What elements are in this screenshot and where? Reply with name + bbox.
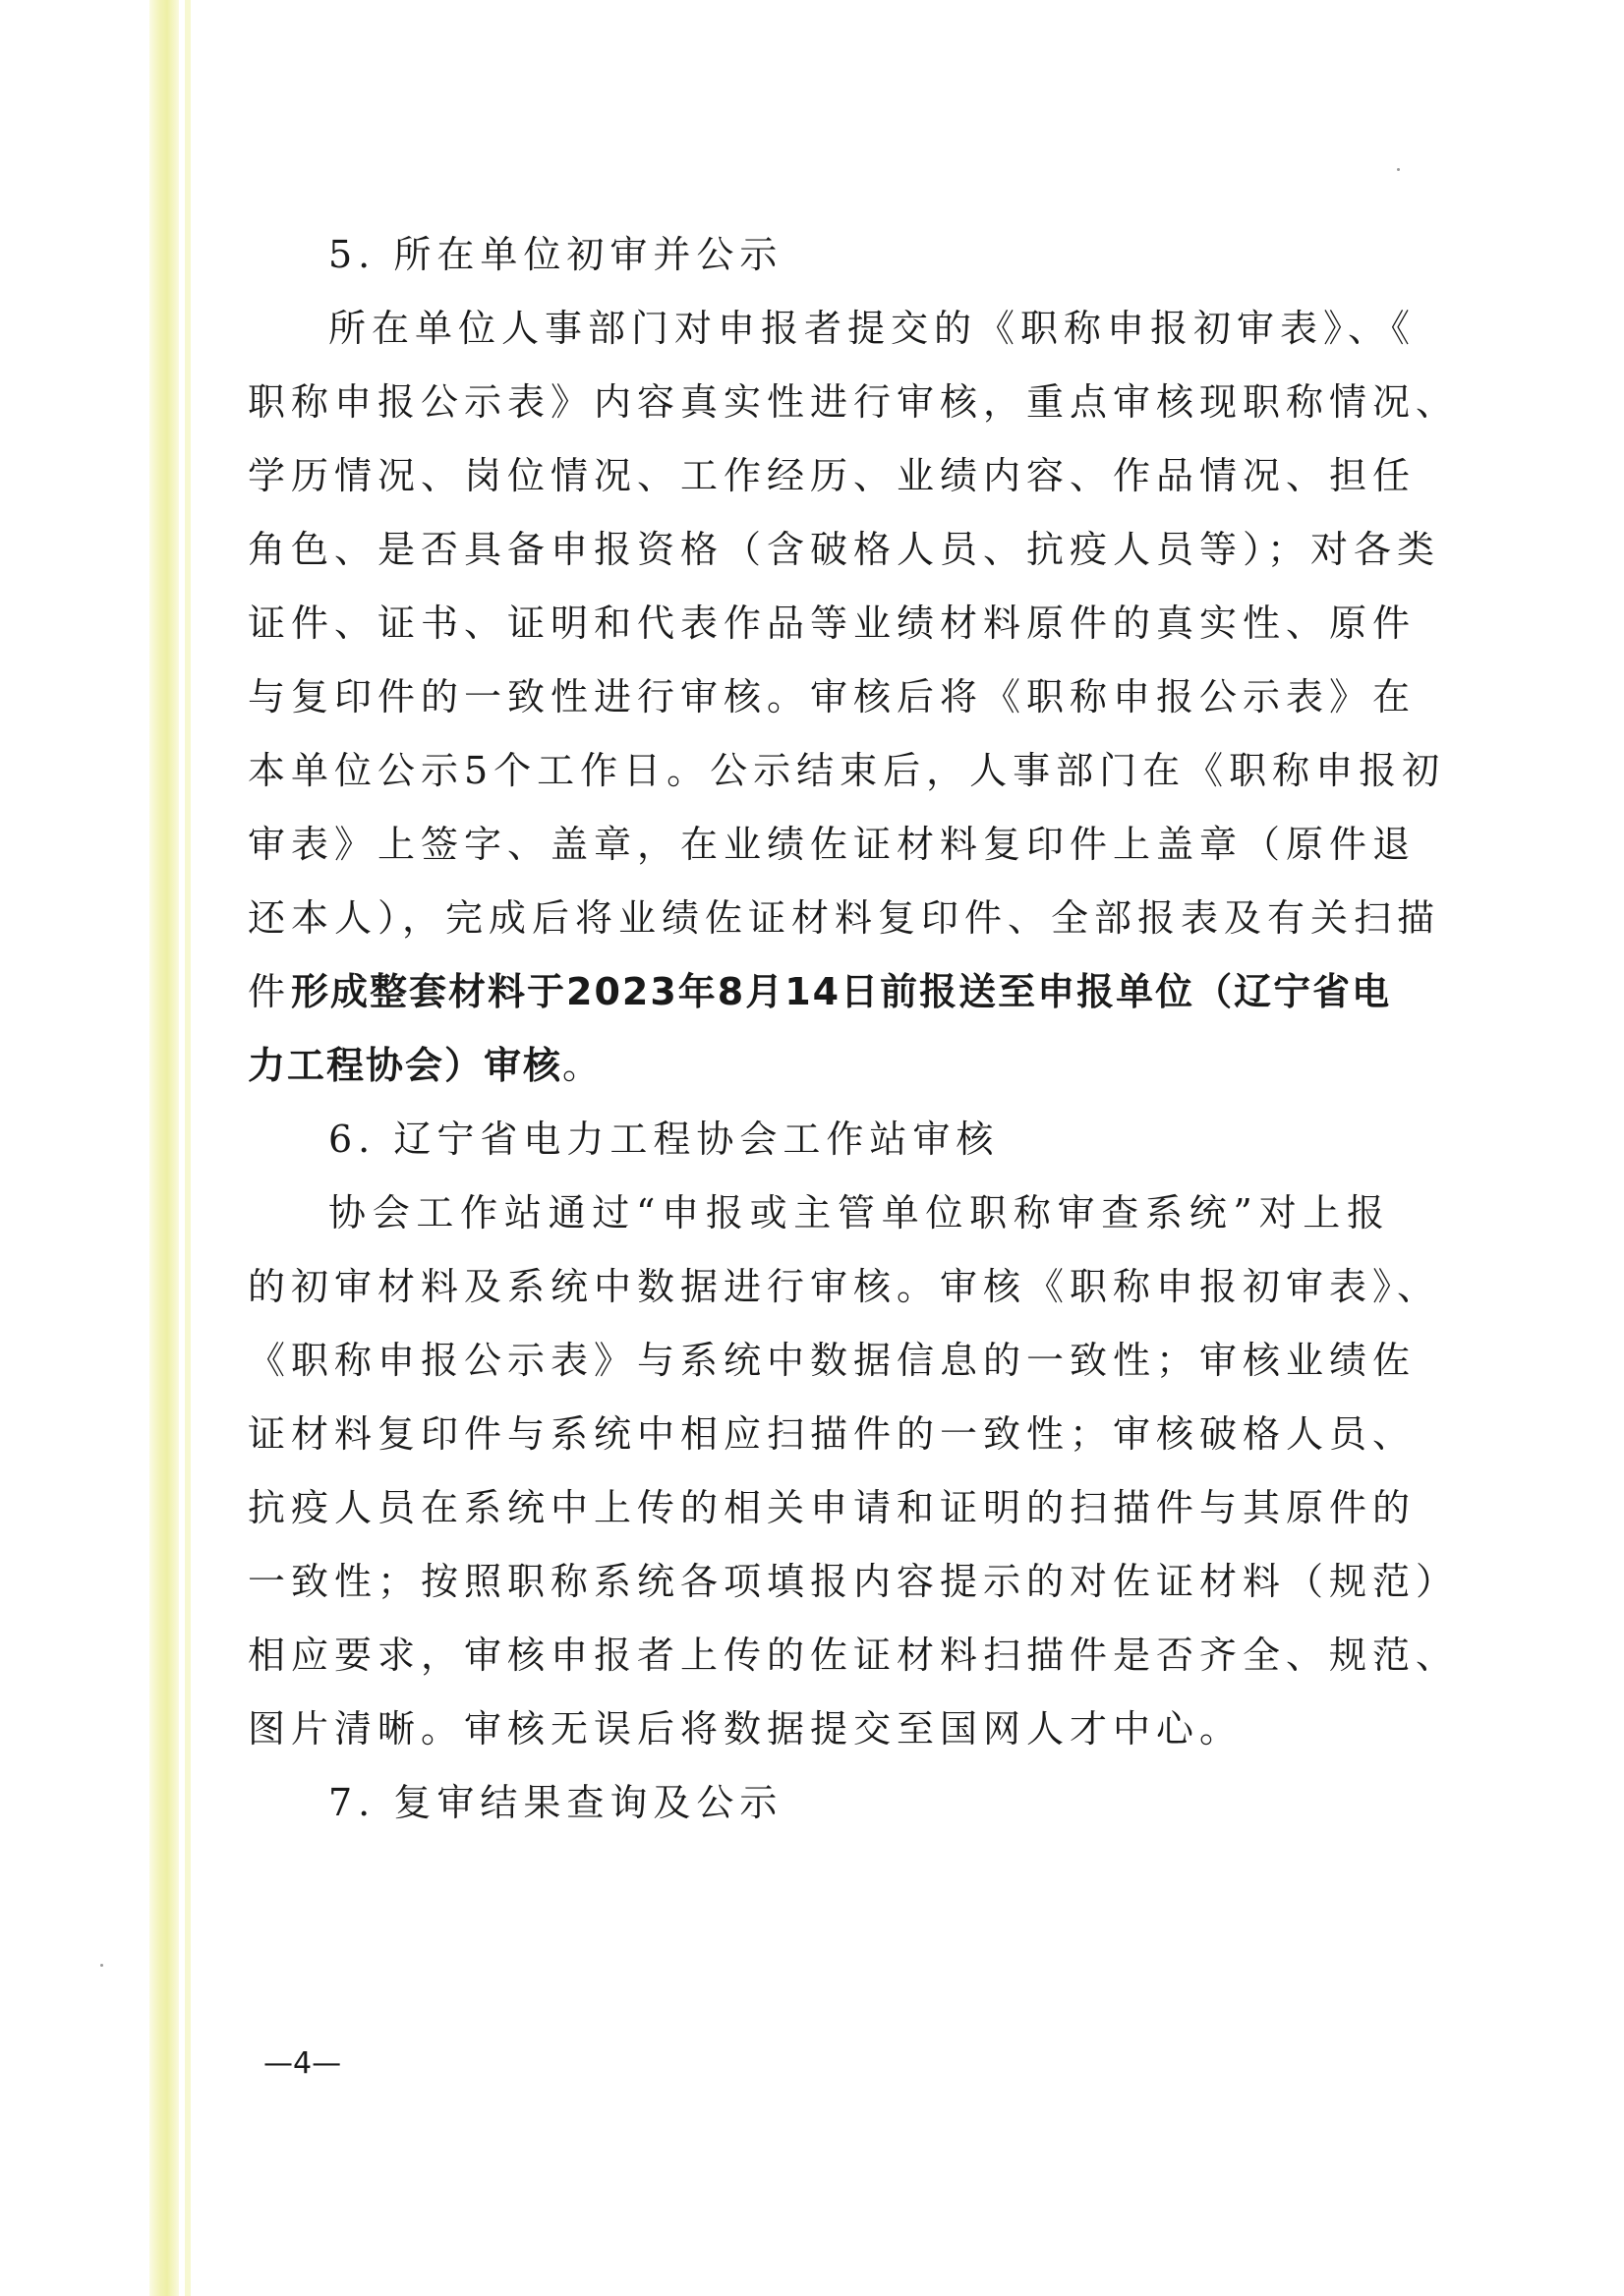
section-5-line-2: 职称申报公示表》内容真实性进行审核，重点审核现职称情况、 — [248, 380, 1460, 424]
section-5-heading: 5. 所在单位初审并公示 — [328, 233, 783, 276]
section-5-line-7: 本单位公示5个工作日。公示结束后，人事部门在《职称申报初 — [248, 749, 1446, 792]
document-body — [248, 218, 1460, 1840]
section-5-line-11-end: 。 — [562, 1044, 607, 1087]
page-number: —4— — [263, 2046, 342, 2081]
section-6-line-2: 的初审材料及系统中数据进行审核。审核《职称申报初审表》、 — [248, 1265, 1441, 1308]
section-5-review-bold: 力工程协会）审核 — [248, 1044, 563, 1087]
section-5-line-10-normal: 件 — [248, 970, 292, 1013]
scan-speck — [1397, 168, 1400, 171]
section-5-line-5: 证件、证书、证明和代表作品等业绩材料原件的真实性、原件 — [248, 602, 1417, 645]
section-5-line-6: 与复印件的一致性进行审核。审核后将《职称申报公示表》在 — [248, 675, 1417, 718]
section-6-heading: 6. 辽宁省电力工程协会工作站审核 — [328, 1118, 1000, 1161]
section-5-line-11 — [248, 1029, 1390, 1103]
section-6-line-6: 一致性；按照职称系统各项填报内容提示的对佐证材料（规范） — [248, 1560, 1460, 1603]
section-6-line-8: 图片清晰。审核无误后将数据提交至国网人才中心。 — [248, 1707, 1244, 1751]
section-5-deadline-bold: 形成整套材料于2023年8月14日前报送至申报单位（辽宁省电 — [291, 970, 1392, 1013]
section-6-line-3: 《职称申报公示表》与系统中数据信息的一致性；审核业绩佐 — [248, 1339, 1417, 1382]
section-5-line-1: 所在单位人事部门对申报者提交的《职称申报初审表》、《 — [328, 307, 1417, 350]
section-6-line-7: 相应要求，审核申报者上传的佐证材料扫描件是否齐全、规范、 — [248, 1634, 1460, 1677]
section-5-line-9: 还本人），完成后将业绩佐证材料复印件、全部报表及有关扫描 — [248, 896, 1441, 940]
section-6-line-1: 协会工作站通过“申报或主管单位职称审查系统”对上报 — [328, 1191, 1390, 1234]
section-6-line-4: 证材料复印件与系统中相应扫描件的一致性；审核破格人员、 — [248, 1412, 1417, 1456]
section-6-line-5: 抗疫人员在系统中上传的相关申请和证明的扫描件与其原件的 — [248, 1486, 1417, 1529]
binding-strip-inner — [185, 0, 191, 2296]
binding-strip — [149, 0, 179, 2296]
section-7-heading: 7. 复审结果查询及公示 — [328, 1781, 783, 1824]
section-5-line-3: 学历情况、岗位情况、工作经历、业绩内容、作品情况、担任 — [248, 454, 1417, 497]
section-5-line-8: 审表》上签字、盖章，在业绩佐证材料复印件上盖章（原件退 — [248, 823, 1417, 866]
section-5-line-10 — [248, 955, 1390, 1029]
scan-speck — [100, 1964, 103, 1967]
section-5-line-4: 角色、是否具备申报资格（含破格人员、抗疫人员等）；对各类 — [248, 528, 1441, 571]
